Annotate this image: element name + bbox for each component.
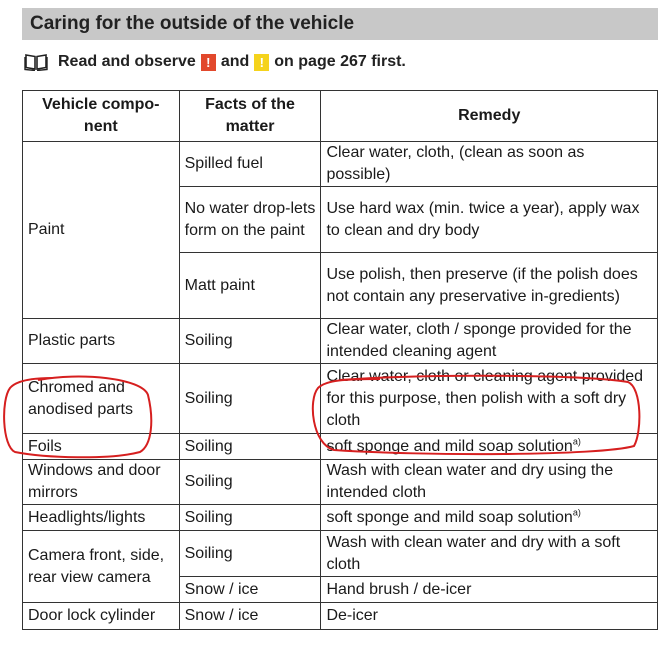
book-icon — [24, 53, 48, 71]
table-row — [23, 505, 658, 531]
section-title: Caring for the outside of the vehicle — [30, 13, 355, 34]
footnote-marker: a) — [572, 436, 581, 447]
table-row — [23, 142, 658, 187]
remedy-cell: Clear water, cloth or cleaning agent provided for this purpose, then polish with a soft dry cloth — [321, 364, 658, 434]
component-cell: Door lock cylinder — [23, 603, 180, 630]
header-vehicle-component: Vehicle compo- nent — [23, 91, 180, 142]
fact-cell: No water drop-lets form on the paint — [179, 187, 321, 253]
notice-text-middle: and — [220, 53, 250, 70]
footnote-marker: a) — [572, 507, 581, 518]
notice-text-before: Read and observe — [58, 53, 196, 70]
remedy-cell: Clear water, cloth, (clean as soon as possible) — [321, 142, 658, 187]
table-row — [23, 460, 658, 505]
component-cell: Paint — [23, 142, 180, 319]
warning-yellow-icon: ! — [254, 54, 269, 71]
table-row — [23, 319, 658, 364]
component-cell: Windows and door mirrors — [23, 460, 180, 505]
remedy-text: soft sponge and mild soap solution — [326, 437, 573, 455]
fact-cell: Soiling — [179, 434, 321, 460]
table-row — [23, 364, 658, 434]
table-header-row — [23, 91, 658, 142]
fact-cell: Soiling — [179, 364, 321, 434]
table-row — [23, 434, 658, 460]
warning-red-icon: ! — [201, 54, 216, 71]
remedy-cell: Use hard wax (min. twice a year), apply wax to clean and dry body — [321, 187, 658, 253]
header-remedy: Remedy — [321, 91, 658, 142]
header-facts: Facts of the matter — [179, 91, 321, 142]
fact-cell: Soiling — [179, 531, 321, 577]
remedy-cell: Clear water, cloth / sponge provided for the intended cleaning agent — [321, 319, 658, 364]
remedy-cell — [321, 505, 658, 531]
remedy-cell — [321, 434, 658, 460]
remedy-cell: Wash with clean water and dry using the intended cloth — [321, 460, 658, 505]
table-row — [23, 603, 658, 630]
table-row — [23, 531, 658, 577]
fact-cell: Snow / ice — [179, 603, 321, 630]
section-title-bar — [22, 8, 658, 40]
fact-cell: Matt paint — [179, 253, 321, 319]
remedy-cell: Hand brush / de-icer — [321, 577, 658, 603]
fact-cell: Soiling — [179, 505, 321, 531]
component-cell: Foils — [23, 434, 180, 460]
fact-cell: Snow / ice — [179, 577, 321, 603]
remedy-cell: De-icer — [321, 603, 658, 630]
remedy-cell: Use polish, then preserve (if the polish does not contain any preservative in-gredients) — [321, 253, 658, 319]
notice-page-reference: on page 267 first. — [274, 53, 406, 70]
component-cell: Plastic parts — [23, 319, 180, 364]
safety-notice — [24, 50, 406, 74]
component-cell: Headlights/lights — [23, 505, 180, 531]
remedy-cell: Wash with clean water and dry with a soft cloth — [321, 531, 658, 577]
fact-cell: Soiling — [179, 319, 321, 364]
fact-cell: Spilled fuel — [179, 142, 321, 187]
care-table — [22, 90, 658, 630]
component-cell: Chromed and anodised parts — [23, 364, 180, 434]
component-cell: Camera front, side, rear view camera — [23, 531, 180, 603]
fact-cell: Soiling — [179, 460, 321, 505]
remedy-text: soft sponge and mild soap solution — [326, 508, 573, 526]
